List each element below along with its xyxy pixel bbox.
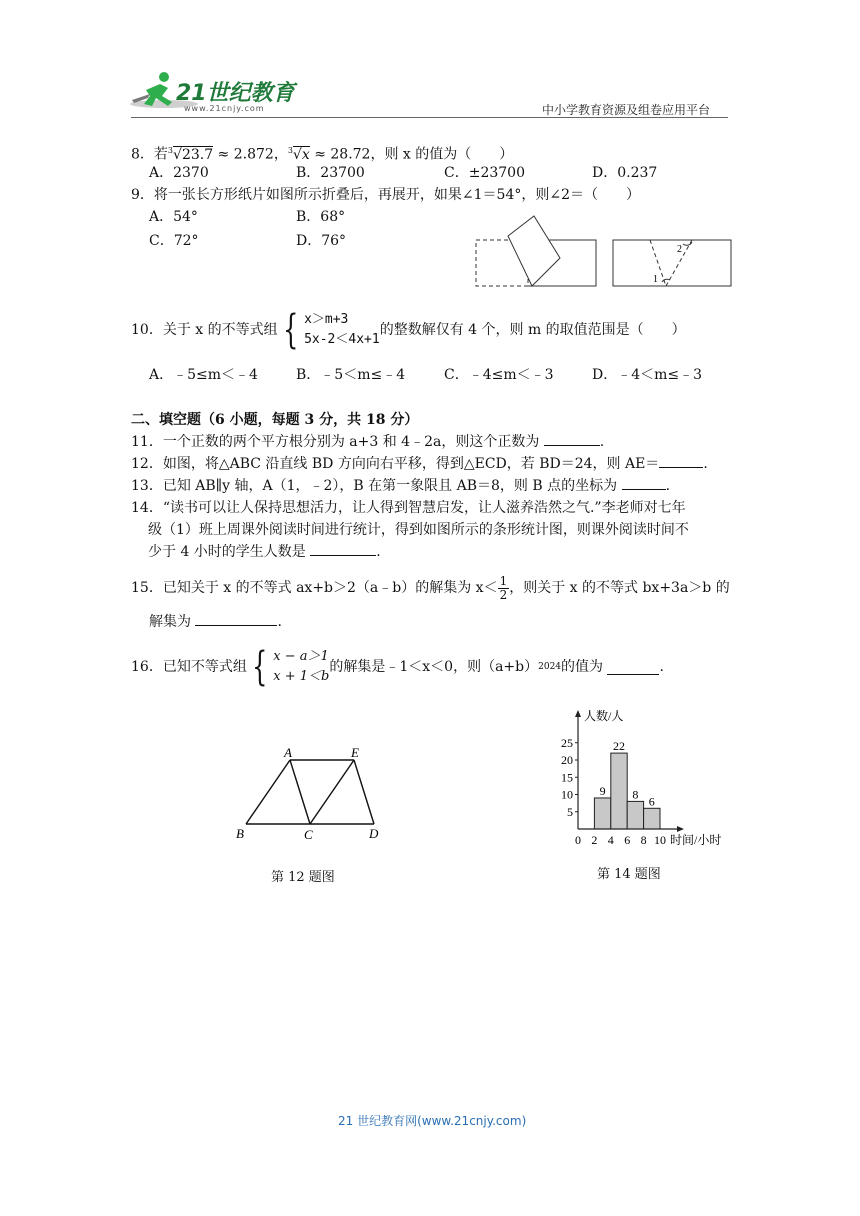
y-axis-label: 人数/人 (584, 709, 624, 723)
q9-option-b: B．68° (296, 209, 346, 225)
point-d-label: D (369, 826, 379, 841)
angle-2-label: 2 (677, 244, 682, 255)
bar-data-label: 8 (632, 787, 639, 802)
q9-option-c: C．72° (149, 233, 199, 249)
q8-option-a: A．2370 (149, 165, 209, 181)
x-tick-label: 10 (654, 833, 666, 847)
footer-link[interactable]: 21 世纪教育网(www.21cnjy.com) (338, 1114, 527, 1128)
q10-option-a: A．﹣5≤m＜﹣4 (149, 367, 258, 383)
x-axis-arrow-icon (677, 826, 684, 832)
bar-data-label: 22 (613, 739, 625, 754)
question-10: 10． 关于 x 的不等式组 { x＞m+3 5x-2＜4x+1 的整数解仅有 4 个，则 m 的取值范围是（ ） (131, 307, 686, 353)
question-15: 15． 已知关于 x 的不等式 ax+b＞2（a﹣b）的解集为 x＜ $\frac{1}{2}$ ，则关于 x 的不等式 bx+3a＞b 的 (131, 573, 730, 602)
bar (594, 798, 610, 829)
logo-url: www.21cnjy.com (184, 104, 265, 113)
figure-14-caption: 第 14 题图 (597, 867, 661, 882)
question-13: 13．已知 AB∥y 轴，A（1，﹣2），B 在第一象限且 AB＝8，则 B 点的坐标为 . (131, 475, 670, 496)
fraction-one-half: $\frac{1}{2}$ (499, 573, 508, 602)
inequality-system: { x＞m+3 5x-2＜4x+1 (282, 307, 380, 353)
q8-option-b: B．23700 (296, 165, 365, 181)
point-b-label: B (236, 826, 244, 841)
y-tick-label: 15 (561, 770, 573, 785)
inequality-system-16: { x − a＞1 x + 1＜b (251, 644, 330, 690)
x-axis-label: 时间/小时 (670, 833, 722, 847)
x-tick-label: 4 (607, 833, 614, 847)
q8-option-d: D．0.237 (592, 165, 658, 181)
bar (644, 808, 660, 829)
point-c-label: C (304, 827, 313, 842)
q10-option-c: C．﹣4≤m＜﹣3 (444, 367, 554, 383)
bar (627, 801, 643, 829)
question-11: 11．一个正数的两个平方根分别为 a+3 和 4﹣2a，则这个正数为 . (131, 431, 604, 452)
logo-text: 21世纪教育 (176, 81, 295, 106)
q9-option-a: A．54° (149, 209, 198, 225)
q10-option-b: B．﹣5＜m≤﹣4 (296, 367, 406, 383)
platform-name: 中小学教育资源及组卷应用平台 (542, 103, 711, 117)
question-9: 9．将一张长方形纸片如图所示折叠后，再展开，如果∠1＝54°，则∠2＝（ ） (131, 187, 641, 203)
bar-data-label: 6 (648, 794, 655, 809)
y-tick-label: 20 (561, 753, 573, 767)
x-tick-label: 0 (575, 833, 581, 847)
question-8: 8．若$^3$√23.7 ≈ 2.872，$^3$√x ≈ 28.72，则 x 的值为（ ） (131, 146, 514, 163)
section-title: 二、填空题（6 小题，每题 3 分，共 18 分） (131, 412, 419, 428)
x-tick-label: 6 (624, 833, 631, 847)
q9-option-d: D．76° (296, 233, 347, 249)
q8-option-c: C．±23700 (444, 165, 525, 181)
y-axis-arrow-icon (575, 710, 581, 717)
bar (611, 753, 627, 829)
question-15-line2: 解集为 . (149, 611, 282, 632)
question-16: 16． 已知不等式组 { x − a＞1 x + 1＜b 的解集是﹣1＜x＜0，则（a+b） 2024 的值为 . (131, 644, 664, 690)
y-tick-label: 10 (561, 787, 573, 802)
x-tick-label: 8 (640, 833, 647, 847)
header-rule (131, 117, 728, 118)
point-e-label: E (351, 745, 359, 760)
question-12: 12．如图，将△ABC 沿直线 BD 方向向右平移，得到△ECD，若 BD＝24，则 AE＝ . (131, 453, 708, 474)
angle-1-label: 1 (653, 274, 658, 285)
point-a-label: A (284, 745, 292, 760)
bar-chart-14 (548, 700, 748, 850)
figure-12-caption: 第 12 题图 (271, 870, 335, 885)
q10-option-d: D．﹣4＜m≤﹣3 (592, 367, 703, 383)
figure-12 (230, 742, 390, 842)
x-tick-label: 2 (591, 833, 598, 847)
header-logo (124, 70, 294, 116)
q9-fold-figure (470, 212, 732, 292)
y-tick-label: 5 (567, 804, 573, 819)
y-tick-label: 25 (561, 735, 573, 750)
question-14: 14．“读书可以让人保持思想活力，让人得到智慧启发，让人滋养浩然之气.”李老师对七年 级（1）班上周课外阅读时间进行统计，得到如图所示的条形统计图，则课外阅读时间不 少于 4 小时的学生人数是 . (131, 500, 689, 560)
bar-data-label: 9 (599, 783, 606, 798)
